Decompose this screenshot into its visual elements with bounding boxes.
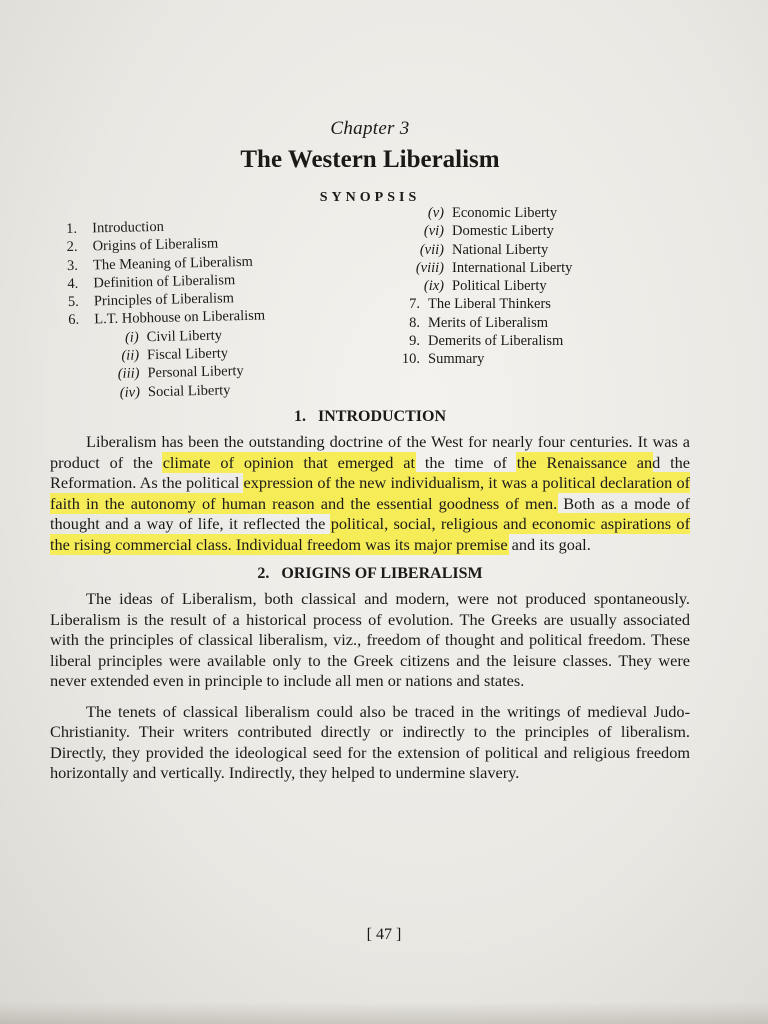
- synopsis-item: 7. The Liberal Thinkers: [409, 296, 551, 313]
- synopsis-subitem: (viii) International Liberty: [415, 259, 573, 276]
- highlight: the Renaissance an: [516, 452, 653, 472]
- synopsis-subitem: (ii) Fiscal Liberty: [121, 345, 229, 364]
- chapter-title: The Western Liberalism: [240, 146, 500, 173]
- section-heading-introduction: 1. INTRODUCTION: [293, 408, 446, 425]
- synopsis-subitem: (vii) National Liberty: [419, 241, 549, 258]
- introduction-paragraph: Liberalism has been the outstanding doctrine of the West for nearly four centuries. It was a product of the climate of opinion that emerged at the time of the Renaissance and the Reformation. As the political expression of the new individualism, it was a political declaration of faith in the autonomy of human reason and the essential goodness of men. Both as a mode of thought and a way of life, it reflected the political, social, religious and economic aspirations of the rising commercial class. Individual freedom was its major premise and its goal.: [50, 432, 691, 554]
- synopsis-subitem: (iii) Personal Liberty: [117, 363, 244, 383]
- origins-paragraph-1: The ideas of Liberalism, both classical and modern, were not produced spontaneously. Liberalism is the result of a historical process of evolution. The Greeks are usually associated with the principles of classical liberalism, viz., freedom of thought and political freedom. These liberal principles were available only to the Greek citizens and the leisure classes. They were never extended even in principle to include all men or nations and states.: [50, 589, 690, 690]
- synopsis-heading: SYNOPSIS: [319, 190, 421, 205]
- synopsis-item: 9. Demerits of Liberalism: [409, 333, 564, 350]
- synopsis-subitem: (v) Economic Liberty: [427, 205, 558, 221]
- highlight: political, social, religious and economic aspirations of the rising commercial class. Individual freedom was its major premise: [50, 514, 690, 554]
- synopsis-item: 6. L.T. Hobhouse on Liberalism: [68, 307, 266, 329]
- chapter-label: Chapter 3: [330, 118, 410, 139]
- highlight: expression of the new individualism, it was a political declaration of faith in the autonomy of human reason and the essential goodness of men.: [50, 473, 691, 513]
- synopsis-subitem: (i) Civil Liberty: [124, 327, 223, 346]
- synopsis: [50, 205, 690, 401]
- synopsis-item: 3. The Meaning of Liberalism: [66, 253, 254, 274]
- synopsis-left-column: [66, 216, 267, 403]
- highlight: climate of opinion that emerged at: [162, 452, 415, 472]
- synopsis-subitem: (ix) Political Liberty: [423, 278, 547, 295]
- origins-paragraph-2: The tenets of classical liberalism could also be traced in the writings of medieval Judo-Christianity. Their writers contributed directly or indirectly to the principles of liberalism. Directly, they provided the ideological seed for the extension of political and religious freedom horizontally and vertically. Indirectly, they helped to undermine slavery.: [50, 701, 690, 782]
- synopsis-subitem: (vi) Domestic Liberty: [423, 223, 554, 240]
- synopsis-item: 5. Principles of Liberalism: [67, 290, 235, 311]
- synopsis-item: 10. Summary: [401, 351, 485, 368]
- synopsis-subitem: (iv) Social Liberty: [119, 381, 231, 401]
- synopsis-item: 4. Definition of Liberalism: [67, 272, 236, 292]
- section-heading-origins: 2. ORIGINS OF LIBERALISM: [257, 565, 483, 582]
- synopsis-item: 8. Merits of Liberalism: [409, 314, 549, 331]
- page-content: [50, 118, 690, 794]
- page-number: [ 47 ]: [366, 926, 402, 943]
- synopsis-item: 2. Origins of Liberalism: [66, 235, 219, 256]
- synopsis-item: 1. Introduction: [66, 218, 165, 237]
- synopsis-right-column: [398, 204, 572, 369]
